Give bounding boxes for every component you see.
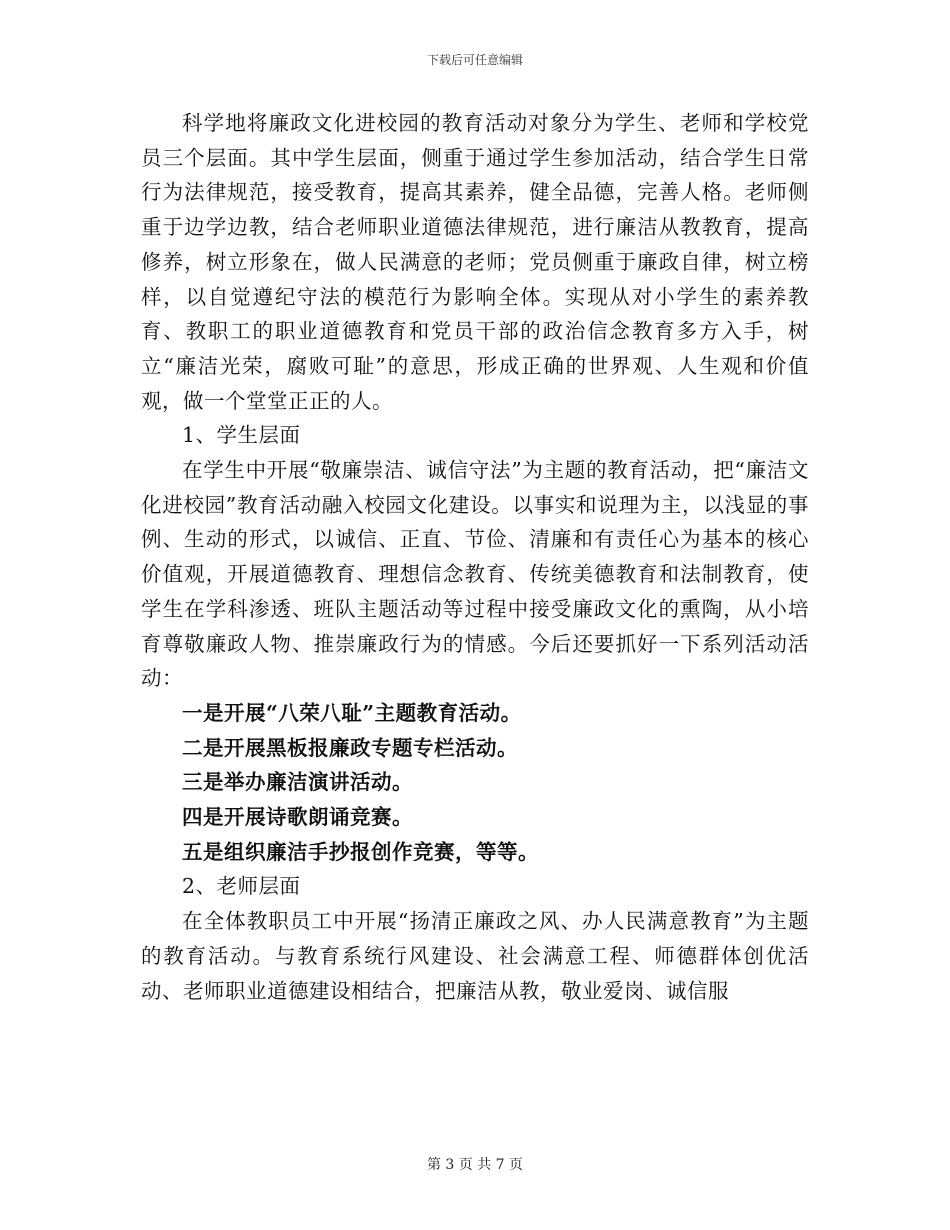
list-item: 三是举办廉洁演讲活动。 (182, 770, 413, 795)
list-item: 一是开展“八荣八耻”主题教育活动。 (182, 700, 522, 725)
page-header: 下载后可任意编辑 (426, 53, 523, 67)
list-item: 四是开展诗歌朗诵竞赛。 (182, 805, 413, 830)
paragraph-teachers: 在全体教职员工中开展“扬清正廉政之风、办人民满意教育”为主题的教育活动。与教育系统行风建设、社会满意工程、师德群体创优活动、老师职业道德建设相结合，把廉洁从教，敬业爱岗、诚信服 (141, 909, 809, 1003)
list-item: 五是组织廉洁手抄报创作竞赛，等等。 (182, 839, 539, 864)
paragraph-intro: 科学地将廉政文化进校园的教育活动对象分为学生、老师和学校党员三个层面。其中学生层面，侧重于通过学生参加活动，结合学生日常行为法律规范，接受教育，提高其素养，健全品德，完善人格。老师侧重于边学边教，结合老师职业道德法律规范，进行廉洁从教教育，提高修养，树立形象在，做人民满意的老师；党员侧重于廉政自律，树立榜样，以自觉遵纪守法的模范行为影响全体。实现从对小学生的素养教育、教职工的职业道德教育和党员干部的政治信念教育多方入手，树立“廉洁光荣，腐败可耻”的意思，形成正确的世界观、人生观和价值观，做一个堂堂正正的人。 (141, 111, 809, 413)
section-heading-students: 1、学生层面 (182, 423, 301, 448)
document-body (141, 106, 809, 1008)
list-item: 二是开展黑板报廉政专题专栏活动。 (182, 735, 518, 760)
paragraph-students: 在学生中开展“敬廉崇洁、诚信守法”为主题的教育活动，把“廉洁文化进校园”教育活动融入校园文化建设。以事实和说理为主，以浅显的事例、生动的形式，以诚信、正直、节俭、清廉和有责任心为基本的核心价值观，开展道德教育、理想信念教育、传统美德教育和法制教育，使学生在学科渗透、班队主题活动等过程中接受廉政文化的熏陶，从小培育尊敬廉政人物、推崇廉政行为的情感。今后还要抓好一下系列活动活动： (141, 458, 809, 691)
page-number: 第 3 页 共 7 页 (426, 1157, 524, 1173)
section-heading-teachers: 2、老师层面 (182, 874, 301, 899)
